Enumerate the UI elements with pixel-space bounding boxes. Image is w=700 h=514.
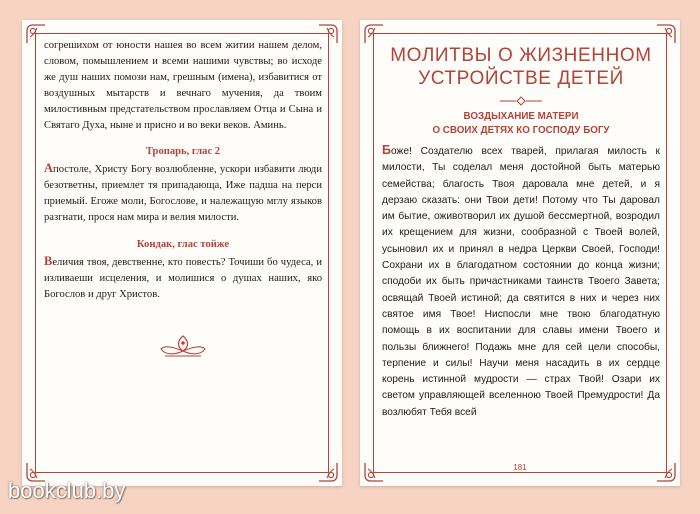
prayer-subtitle-line1: ВОЗДЫХАНИЕ МАТЕРИ	[463, 111, 579, 122]
title-ornament-icon	[498, 96, 544, 106]
prayer-paragraph	[382, 142, 660, 421]
troparion-paragraph	[44, 161, 322, 226]
floral-ornament-icon	[155, 333, 211, 359]
left-page-text	[44, 38, 322, 359]
intro-paragraph: согрешихом от юности нашея во всем житии нашем делом, словом, помышлением и всеми нашими чувствы; во исходе же душ наших помози нам, грешным (имена), избавитися от воздушных мытарств и вечнаго мучения, да твоим милостивным предстательством прославляем Отца и Сына и Святаго Духа, ныне и присно и во веки веков. Аминь.	[44, 40, 322, 131]
page-title: МОЛИТВЫ О ЖИЗНЕННОМ УСТРОЙСТВЕ ДЕТЕЙ	[390, 45, 652, 89]
left-page	[22, 20, 342, 486]
prayer-subtitle-line2: О СВОИХ ДЕТЯХ КО ГОСПОДУ БОГУ	[432, 125, 610, 136]
troparion-text: постоле, Христу Богу возлюбленне, ускори избавити люди безответны, приемлет тя припадающа, Иже падша на перси приемый. Егоже моли, Богослове, и належащую мглу языков разгнати, прося нам мира и велия милости.	[44, 164, 322, 224]
troparion-heading: Тропарь, глас 2	[145, 146, 221, 158]
drop-cap: В	[44, 254, 53, 269]
corner-ornament-icon	[317, 461, 339, 483]
prayer-text: оже! Создателю всех тварей, прилагая милость к милости, Ты соделал меня достойной быть матерью семейства; благость Твоя даровала мне детей, и я дерзаю сказать: они Твои дети! Потому что Ты даровал им бытие, оживотворил их душой бессмертной, возродил их крещением для жизни, сообразной с Твоей волей, усыновил их и принял в недра Церкви Своей, Господи! Сохрани их в благодатном состоянии до конца жизни; сподоби их быть причастниками таинств Твоего Завета; освящай Твоей истиной; да святится в них и через них святое имя Твое! Ниспосли мне твою благодатную помощь в их воспитании для славы имени Твоего и пользы ближнего! Подажь мне для сей цели способы, терпение и силы! Научи меня насадить в их сердце корень истинной мудрости — страх Твой! Озари их светом управляющей вселенною Твоей Премудрости! Да возлюбят Тебя всей	[382, 146, 660, 418]
page-number: 181	[513, 463, 527, 472]
kontakion-heading: Кондак, глас тойже	[136, 239, 230, 251]
right-page-text	[382, 42, 660, 421]
watermark: bookclub.by	[8, 478, 126, 503]
kontakion-paragraph	[44, 254, 322, 303]
drop-cap: Б	[382, 143, 391, 157]
right-page	[360, 20, 680, 486]
kontakion-text: еличия твоя, девственне, кто повесть? Точиши бо чудеса, и изливаеши исцеления, и молишися о душах наших, яко Богослов и друг Христов.	[44, 257, 322, 300]
drop-cap: А	[44, 161, 54, 176]
